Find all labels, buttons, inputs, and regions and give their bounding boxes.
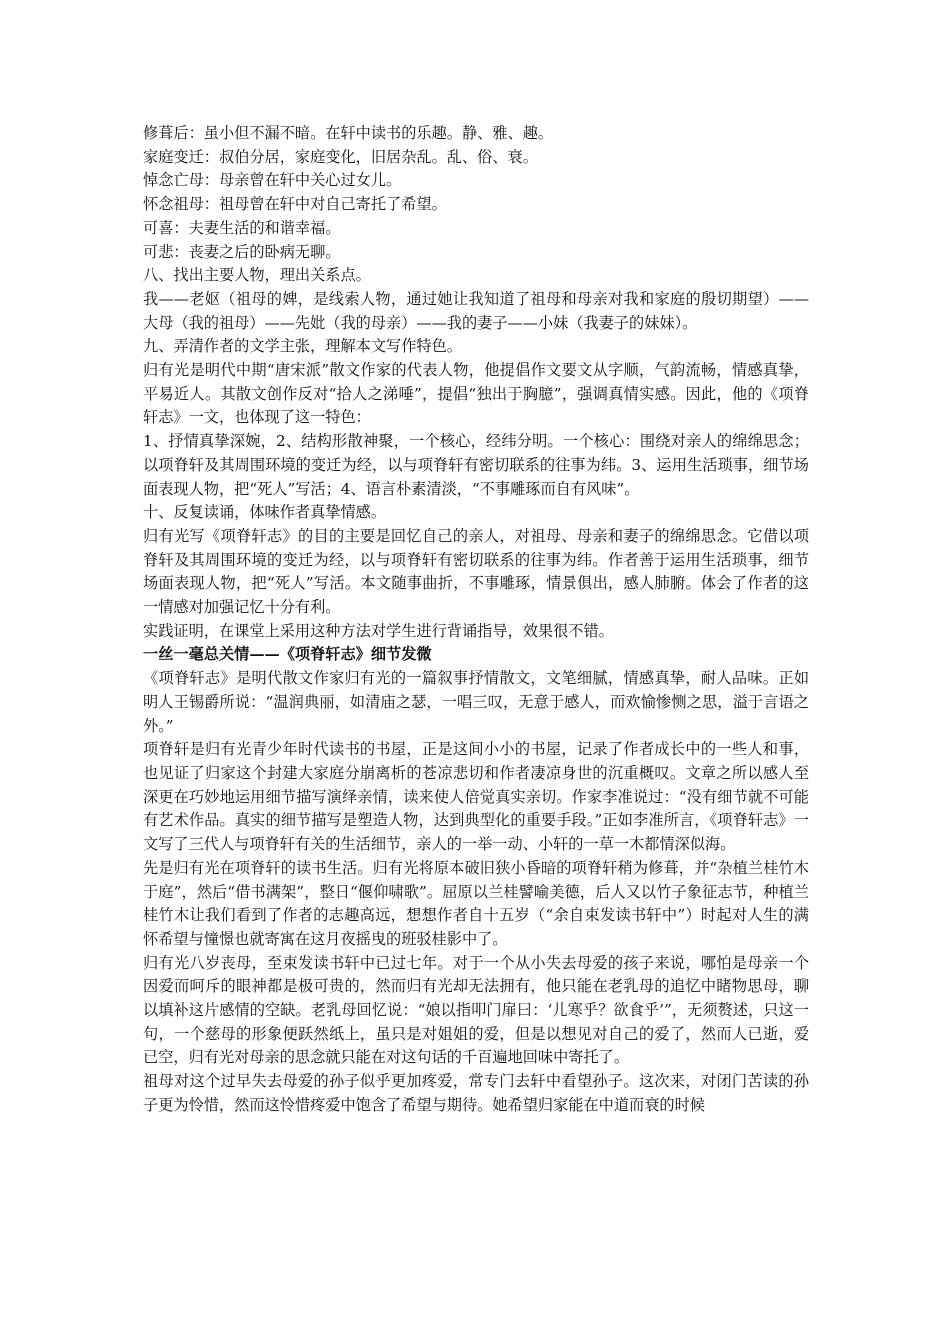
paragraph-miss-grandmother: 怀念祖母：祖母曾在轩中对自己寄托了希望。 bbox=[143, 195, 447, 214]
paragraph-character-relations: 我——老妪（祖母的婢，是线索人物，通过她让我知道了祖母和母亲对我和家庭的殷切期望）——大母（我的祖母）——先妣（我的母亲）——我的妻子——小妹（我妻子的妹妹）。 bbox=[143, 289, 809, 332]
paragraph-mourn-mother: 悼念亡母：母亲曾在轩中关心过女儿。 bbox=[143, 171, 402, 190]
document-page bbox=[143, 122, 809, 1118]
section-9-title: 九、弄清作者的文学主张，理解本文写作特色。 bbox=[143, 337, 462, 356]
paragraph-study-room: 项脊轩是归有光青少年时代读书的书屋，正是这间小小的书屋，记录了作者成长中的一些人和事，也见证了归家这个封建大家庭分崩离析的苍凉悲切和作者凄凉身世的沉重概叹。文章之所以感人至深更在巧妙地运用细节描写演绎亲情，读来使人倍觉真实亲切。作家李准说过：“没有细节就不可能有艺术作品。真实的细节描写是塑造人物，达到典型化的重要手段。”正如李准所言，《项脊轩志》一文写了三代人与项脊轩有关的生活细节，亲人的一举一动、小轩的一草一木都情深似海。 bbox=[143, 740, 809, 854]
paragraph-intro: 《项脊轩志》是明代散文作家归有光的一篇叙事抒情散文，文笔细腻，情感真挚，耐人品味。正如明人王锡爵所说：“温润典丽，如清庙之瑟，一唱三叹，无意于感人，而欢愉惨恻之思，溢于言语之外。” bbox=[143, 669, 809, 735]
section-8-title: 八、找出主要人物，理出关系点。 bbox=[143, 266, 371, 285]
paragraph-family-change: 家庭变迁：叔伯分居，家庭变化，旧居杂乱。乱、俗、衰。 bbox=[143, 147, 538, 166]
section-10-title: 十、反复读诵，体味作者真挚情感。 bbox=[143, 503, 386, 522]
paragraph-mother-memory: 归有光八岁丧母，至束发读书轩中已过七年。对于一个从小失去母爱的孩子来说，哪怕是母亲一个因爱而呵斥的眼神都是极可贵的，然而归有光却无法拥有，他只能在老乳母的追忆中睹物思母，聊以填补这片感情的空缺。老乳母回忆说：“娘以指叩门扉曰：‘儿寒乎？欲食乎’”，无须赘述，只这一句，一个慈母的形象便跃然纸上，虽只是对姐姐的爱，但是以想见对自己的爱了，然而人已逝，爱已空，归有光对母亲的思念就只能在对这句话的千百遍地回味中寄托了。 bbox=[143, 953, 809, 1067]
paragraph-purpose: 归有光写《项脊轩志》的目的主要是回忆自己的亲人，对祖母、母亲和妻子的绵绵思念。它借以项脊轩及其周围环境的变迁为经，以与项脊轩有密切联系的往事为纬。作者善于运用生活琐事，细节场面表现人物，把“死人”写活。本文随事曲折，不事雕琢，情景俱出，感人肺腑。体会了作者的这一情感对加强记忆十分有利。 bbox=[143, 526, 809, 617]
paragraph-grandmother: 祖母对这个过早失去母爱的孙子似乎更加疼爱，常专门去轩中看望孙子。这次来，对闭门苦读的孙子更为怜惜，然而这怜惜疼爱中饱含了希望与期待。她希望归家能在中道而衰的时候 bbox=[143, 1072, 809, 1114]
paragraph-renovation: 修葺后：虽小但不漏不暗。在轩中读书的乐趣。静、雅、趣。 bbox=[143, 124, 554, 142]
article-heading: 一丝一毫总关情——《项脊轩志》细节发微 bbox=[143, 645, 432, 664]
paragraph-reading-life: 先是归有光在项脊轩的读书生活。归有光将原本破旧狭小昏暗的项脊轩稍为修葺，并“杂植兰桂竹木于庭”，然后“借书满架”，整日“偃仰啸歌”。屈原以兰桂譬喻美德，后人又以竹子象征志节，种植兰桂竹木让我们看到了作者的志趣高远，想想作者自十五岁（“余自束发读书轩中”）时起对人生的满怀希望与憧憬也就寄寓在这月夜摇曳的班驳桂影中了。 bbox=[143, 858, 809, 948]
paragraph-practice: 实践证明，在课堂上采用这种方法对学生进行背诵指导，效果很不错。 bbox=[143, 621, 614, 640]
paragraph-sorrow: 可悲：丧妻之后的卧病无聊。 bbox=[143, 242, 341, 261]
paragraph-joy: 可喜：夫妻生活的和谐幸福。 bbox=[143, 218, 341, 237]
paragraph-writing-features: 1、抒情真挚深婉，2、结构形散神聚，一个核心，经纬分明。一个核心：围绕对亲人的绵绵思念；以项脊轩及其周围环境的变迁为经，以与项脊轩有密切联系的往事为纬。3、运用生活琐事，细节场面表现人物，把“死人”写活；4、语言朴素清淡，“不事雕琢而自有风味”。 bbox=[143, 432, 809, 498]
paragraph-author-advocacy: 归有光是明代中期“唐宋派”散文作家的代表人物，他提倡作文要文从字顺，气韵流畅，情感真挚，平易近人。其散文创作反对“拾人之涕唾”，提倡“独出于胸臆”，强调真情实感。因此，他的《项脊轩志》一文，也体现了这一特色： bbox=[143, 361, 809, 427]
